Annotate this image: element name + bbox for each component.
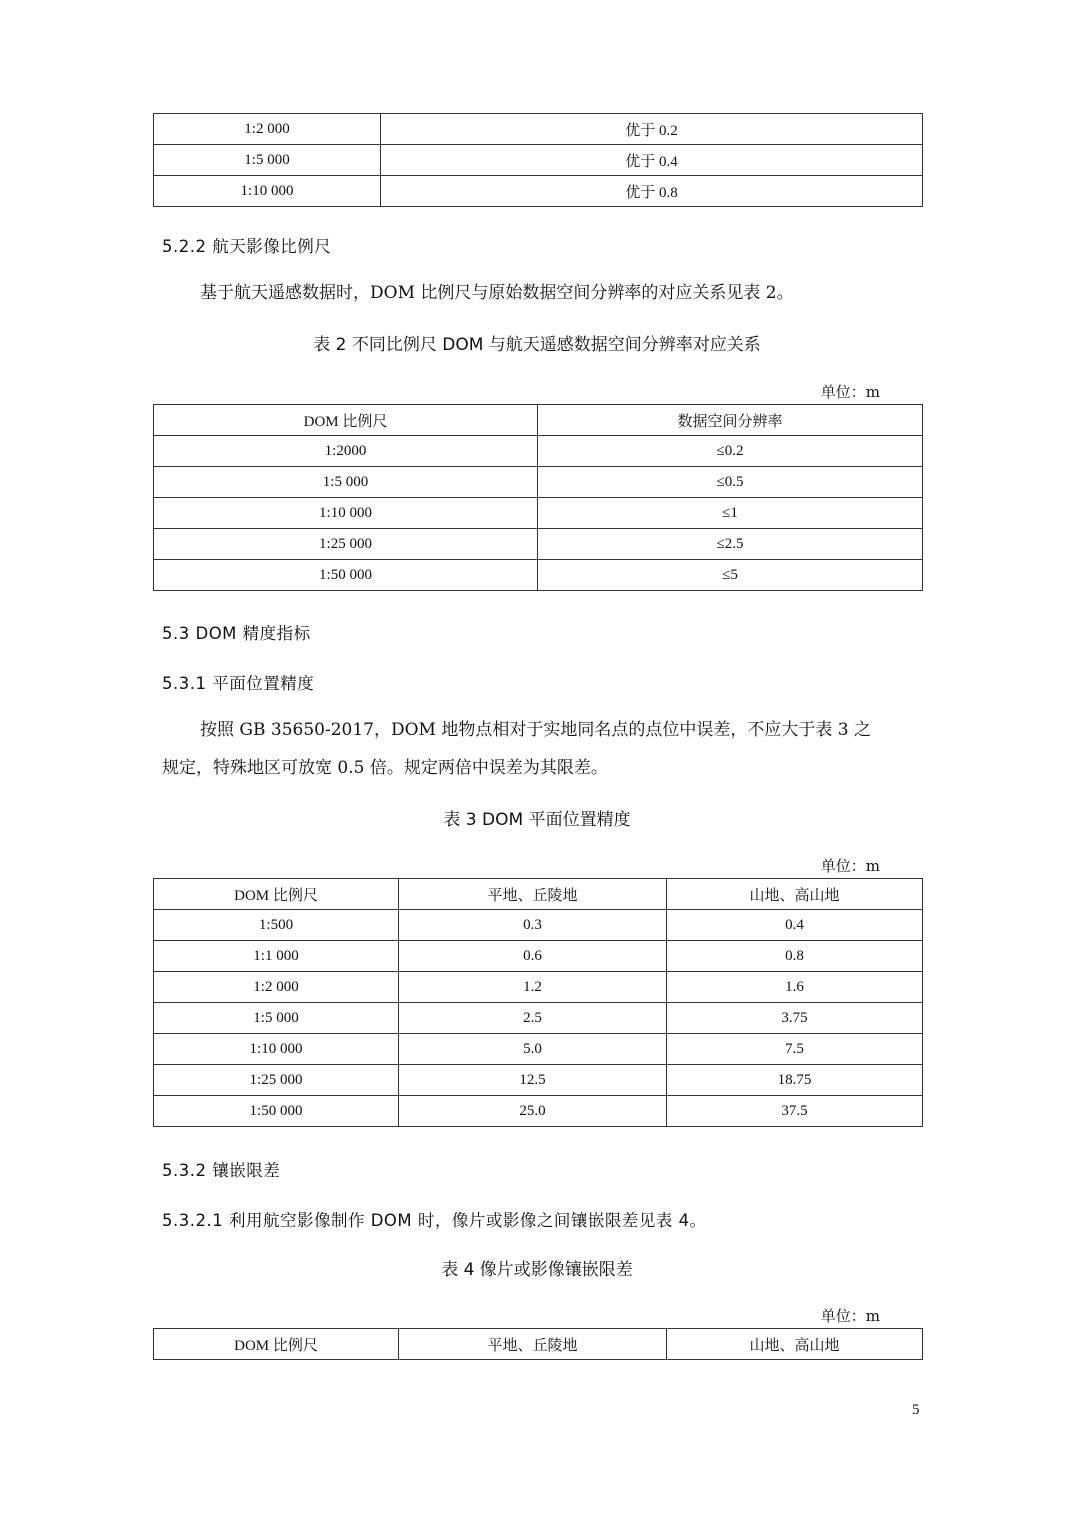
table-header-row — [154, 879, 923, 910]
table-4 — [153, 1328, 923, 1360]
table-cell: 1:500 — [154, 910, 399, 941]
section-heading-5-3: 5.3 DOM 精度指标 — [162, 624, 311, 643]
section-heading-5-3-2: 5.3.2 镶嵌限差 — [162, 1161, 281, 1180]
table-3-unit: 单位：m — [820, 857, 880, 875]
table-header-cell: DOM 比例尺 — [154, 879, 399, 910]
table-row — [154, 114, 923, 145]
table-row — [154, 972, 923, 1003]
table-cell: 1.6 — [667, 972, 923, 1003]
table-cell: 12.5 — [399, 1065, 667, 1096]
table-cell: 1:25 000 — [154, 1065, 399, 1096]
section-heading-5-3-2-1: 5.3.2.1 利用航空影像制作 DOM 时，像片或影像之间镶嵌限差见表 4。 — [162, 1211, 707, 1230]
table-row — [154, 498, 923, 529]
table-header-cell: 山地、高山地 — [667, 1329, 923, 1360]
table-cell: 1:10 000 — [154, 1034, 399, 1065]
table-cell: 1:10 000 — [154, 176, 381, 207]
table-header-row — [154, 405, 923, 436]
table-2 — [153, 404, 923, 591]
table-row — [154, 176, 923, 207]
table-cell: 37.5 — [667, 1096, 923, 1127]
table-row — [154, 436, 923, 467]
table-row — [154, 941, 923, 972]
table-cell: ≤0.5 — [538, 467, 923, 498]
table-row — [154, 467, 923, 498]
table-row — [154, 910, 923, 941]
table-row — [154, 1096, 923, 1127]
table-header-cell: 山地、高山地 — [667, 879, 923, 910]
section-heading-5-2-2: 5.2.2 航天影像比例尺 — [162, 237, 332, 256]
table-2-unit: 单位：m — [820, 383, 880, 401]
table-cell: 1:10 000 — [154, 498, 538, 529]
table-cell: 0.4 — [667, 910, 923, 941]
table-cell: 优于 0.4 — [381, 145, 923, 176]
table-cell: 0.6 — [399, 941, 667, 972]
table-header-cell: 平地、丘陵地 — [399, 1329, 667, 1360]
table-cell: 1:5 000 — [154, 467, 538, 498]
table-cell: 1:50 000 — [154, 1096, 399, 1127]
table-4-caption: 表 4 像片或影像镶嵌限差 — [441, 1260, 633, 1280]
table-cell: 优于 0.8 — [381, 176, 923, 207]
section-heading-5-3-1: 5.3.1 平面位置精度 — [162, 674, 315, 693]
table-row — [154, 1003, 923, 1034]
table-cell: 1.2 — [399, 972, 667, 1003]
table-cell: ≤2.5 — [538, 529, 923, 560]
paragraph-5-3-1-line-2: 规定，特殊地区可放宽 0.5 倍。规定两倍中误差为其限差。 — [162, 758, 608, 778]
table-cell: 优于 0.2 — [381, 114, 923, 145]
table-cell: 1:25 000 — [154, 529, 538, 560]
table-cell: 18.75 — [667, 1065, 923, 1096]
table-cell: ≤5 — [538, 560, 923, 591]
table-4-unit: 单位：m — [820, 1307, 880, 1325]
table-cell: 1:5 000 — [154, 1003, 399, 1034]
table-row — [154, 529, 923, 560]
table-row — [154, 1034, 923, 1065]
table-3 — [153, 878, 923, 1127]
page-number: 5 — [912, 1402, 920, 1418]
table-cell: 1:1 000 — [154, 941, 399, 972]
table-cell: 1:50 000 — [154, 560, 538, 591]
table-cell: 25.0 — [399, 1096, 667, 1127]
table-cell: 1:2 000 — [154, 114, 381, 145]
table-header-cell: DOM 比例尺 — [154, 1329, 399, 1360]
table-cell: 1:2 000 — [154, 972, 399, 1003]
table-cell: 0.8 — [667, 941, 923, 972]
table-row — [154, 560, 923, 591]
table-cell: 7.5 — [667, 1034, 923, 1065]
table-cell: 1:5 000 — [154, 145, 381, 176]
table-cell: 1:2000 — [154, 436, 538, 467]
table-cell: 2.5 — [399, 1003, 667, 1034]
table-row — [154, 1065, 923, 1096]
table-row — [154, 145, 923, 176]
table-1-continued — [153, 113, 923, 207]
table-2-caption: 表 2 不同比例尺 DOM 与航天遥感数据空间分辨率对应关系 — [313, 335, 761, 355]
table-header-cell: 平地、丘陵地 — [399, 879, 667, 910]
paragraph-5-2-2: 基于航天遥感数据时，DOM 比例尺与原始数据空间分辨率的对应关系见表 2。 — [200, 283, 794, 303]
table-cell: 0.3 — [399, 910, 667, 941]
paragraph-5-3-1-line-1: 按照 GB 35650-2017，DOM 地物点相对于实地同名点的点位中误差，不应大于表 3 之 — [200, 720, 871, 740]
table-cell: 3.75 — [667, 1003, 923, 1034]
table-header-row — [154, 1329, 923, 1360]
table-cell: 5.0 — [399, 1034, 667, 1065]
table-cell: ≤0.2 — [538, 436, 923, 467]
table-header-cell: 数据空间分辨率 — [538, 405, 923, 436]
table-header-cell: DOM 比例尺 — [154, 405, 538, 436]
table-cell: ≤1 — [538, 498, 923, 529]
table-3-caption: 表 3 DOM 平面位置精度 — [443, 810, 631, 830]
